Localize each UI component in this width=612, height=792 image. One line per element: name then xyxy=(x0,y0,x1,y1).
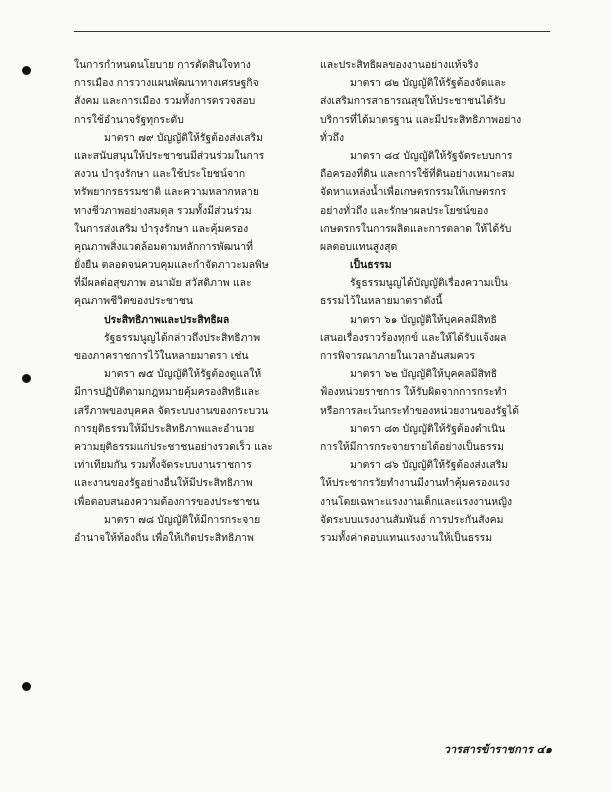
page-footer: วารสารข้าราชการ ๔๑ xyxy=(443,743,552,756)
text-line: งานโดยเฉพาะแรงงานเด็กและแรงงานหญิง xyxy=(320,495,513,508)
text-line: ส่งเสริมการสาธารณสุขให้ประชาชนได้รับ xyxy=(320,95,506,108)
text-line: เพื่อตอบสนองความต้องการของประชาชน xyxy=(74,495,260,508)
text-line: จัดระบบแรงงานสัมพันธ์ การประกันสังคม xyxy=(320,513,504,526)
text-line: มาตรา ๘๓ บัญญัติให้รัฐต้องดำเนิน xyxy=(350,422,506,435)
text-line: สังคม และการเมือง รวมทั้งการตรวจสอบ xyxy=(74,95,256,108)
text-line: มาตรา ๖๒ บัญญัติให้บุคคลมีสิทธิ xyxy=(350,368,498,381)
text-line: และประสิทธิผลของงานอย่างแท้จริง xyxy=(320,59,479,71)
text-line: คุณภาพสิ่งแวดล้อมตามหลักการพัฒนาที่ xyxy=(74,240,253,253)
text-line: ยั่งยืน ตลอดจนควบคุมและกำจัดภาวะมลพิษ xyxy=(74,259,269,272)
text-line: รวมทั้งค่าตอบแทนแรงงานให้เป็นธรรม xyxy=(320,531,493,544)
text-line: ในการส่งเสริม บำรุงรักษา และคุ้มครอง xyxy=(74,222,249,235)
text-line: และสนับสนุนให้ประชาชนมีส่วนร่วมในการ xyxy=(74,149,265,162)
text-line: มาตรา ๖๑ บัญญัติให้บุคคลมีสิทธิ xyxy=(350,313,497,326)
text-line: และงานของรัฐอย่างอื่นให้มีประสิทธิภาพ xyxy=(74,477,253,490)
text-line: สงวน บำรุงรักษา และใช้ประโยชน์จาก xyxy=(74,168,246,181)
punch-hole-mark xyxy=(22,66,31,75)
text-line: มาตรา ๗๘ บัญญัติให้มีการกระจาย xyxy=(104,513,261,526)
right-column xyxy=(320,56,564,547)
text-line: อำนาจให้ท้องถิ่น เพื่อให้เกิดประสิทธิภาพ xyxy=(74,531,254,544)
text-line: ทางชีวภาพอย่างสมดุล รวมทั้งมีส่วนร่วม xyxy=(74,204,252,217)
text-line: การพิจารณาภายในเวลาอันสมควร xyxy=(320,350,475,362)
text-line: ถือครองที่ดิน และการใช้ที่ดินอย่างเหมาะสม xyxy=(320,168,515,181)
text-line: การให้มีการกระจายรายได้อย่างเป็นธรรม xyxy=(320,440,504,453)
punch-hole-mark xyxy=(22,682,31,691)
text-line: รัฐธรรมนูญได้บัญญัติเรื่องความเป็น xyxy=(350,277,508,290)
text-line: ธรรมไว้ในหลายมาตราดังนี้ xyxy=(320,295,443,308)
text-line: มาตรา ๘๒ บัญญัติให้รัฐต้องจัดและ xyxy=(350,77,507,90)
text-line: มีการปฏิบัติตามกฎหมายคุ้มครองสิทธิและ xyxy=(74,386,260,399)
text-line: การใช้อำนาจรัฐทุกระดับ xyxy=(74,113,184,126)
text-line: การเมือง การวางแผนพัฒนาทางเศรษฐกิจ xyxy=(74,77,259,90)
left-column xyxy=(74,56,318,547)
text-line: มาตรา ๘๔ บัญญัติให้รัฐจัดระบบการ xyxy=(350,149,513,162)
text-line: ผลตอบแทนสูงสุด xyxy=(320,240,398,253)
text-line: ทั่วถึง xyxy=(320,131,345,144)
text-line: ทรัพยากรธรรมชาติ และความหลากหลาย xyxy=(74,186,259,199)
section-heading: ประสิทธิภาพและประสิทธิผล xyxy=(104,313,230,326)
text-line: ที่มีผลต่อสุขภาพ อนามัย สวัสดิภาพ และ xyxy=(74,277,252,290)
section-heading: เป็นธรรม xyxy=(350,259,392,272)
text-line: อย่างทั่วถึง และรักษาผลประโยชน์ของ xyxy=(320,204,489,217)
text-line: เสรีภาพของบุคคล จัดระบบงานของกระบวน xyxy=(74,404,269,417)
text-line: เสนอเรื่องราวร้องทุกข์ และให้ได้รับแจ้งผล xyxy=(320,331,507,344)
header-rule xyxy=(74,31,550,32)
text-line: เกษตรกรในการผลิตและการตลาด ให้ได้รับ xyxy=(320,222,512,235)
text-line: หรือการละเว้นกระทำของหน่วยงานของรัฐได้ xyxy=(320,404,519,417)
text-line: ของภาคราชการไว้ในหลายมาตรา เช่น xyxy=(74,350,249,362)
text-line: รัฐธรรมนูญได้กล่าวถึงประสิทธิภาพ xyxy=(104,331,261,344)
text-line: มาตรา ๗๙ บัญญัติให้รัฐต้องส่งเสริม xyxy=(104,131,263,144)
text-line: มาตรา ๘๖ บัญญัติให้รัฐต้องส่งเสริม xyxy=(350,459,509,472)
text-line: การยุติธรรมให้มีประสิทธิภาพและอำนวย xyxy=(74,422,255,435)
text-line: ให้ประชากรวัยทำงานมีงานทำคุ้มครองแรง xyxy=(320,477,510,490)
text-line: ฟ้องหน่วยราชการ ให้รับผิดจากการกระทำ xyxy=(320,386,508,399)
punch-hole-mark xyxy=(22,374,31,383)
text-line: จัดหาแหล่งน้ำเพื่อเกษตรกรรมให้เกษตรกร xyxy=(320,186,507,199)
text-line: ในการกำหนดนโยบาย การตัดสินใจทาง xyxy=(74,59,251,71)
text-line: มาตรา ๗๕ บัญญัติให้รัฐต้องดูแลให้ xyxy=(104,368,262,381)
text-line: เท่าเทียมกัน รวมทั้งจัดระบบงานราชการ xyxy=(74,459,252,472)
text-line: บริการที่ได้มาตรฐาน และมีประสิทธิภาพอย่าง xyxy=(320,113,522,126)
text-line: คุณภาพชีวิตของประชาชน xyxy=(74,295,193,308)
text-line: ความยุติธรรมแก่ประชาชนอย่างรวดเร็ว และ xyxy=(74,440,273,453)
